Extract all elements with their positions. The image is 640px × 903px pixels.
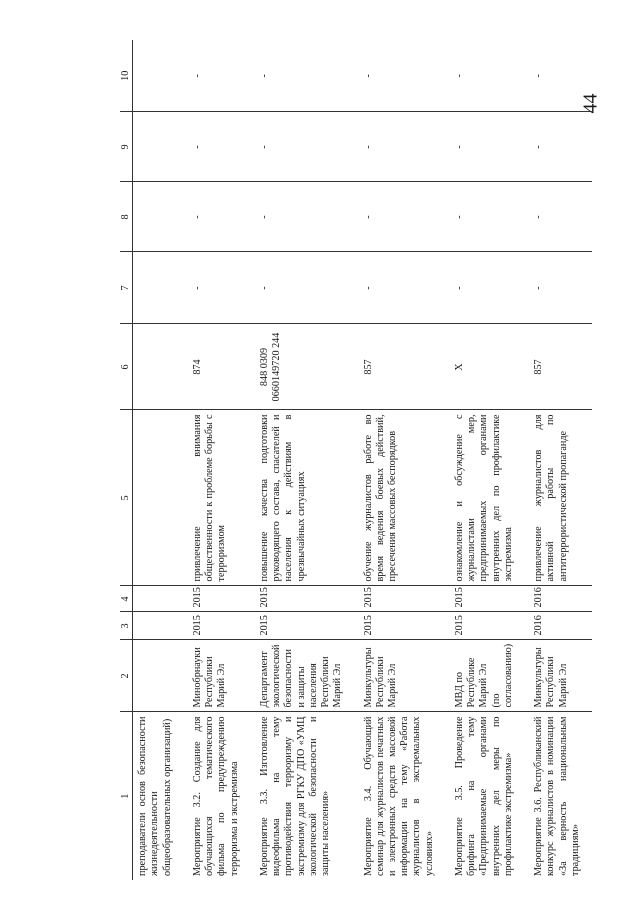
continuation-row: [133, 40, 184, 880]
column-number: 8: [120, 182, 133, 252]
value-cell: -: [251, 112, 355, 182]
table-row: [446, 40, 525, 880]
program-table: [120, 40, 592, 880]
code-cell: X: [446, 324, 525, 410]
value-cell: -: [446, 182, 525, 252]
value-cell: -: [251, 182, 355, 252]
table-row: [355, 40, 446, 880]
column-number: 10: [120, 40, 133, 112]
column-number: 4: [120, 586, 133, 612]
executor-cell: Департамент экологической безопасности и защиты населения Республики Марий Эл: [251, 640, 355, 712]
code-cell: 857: [525, 324, 592, 410]
start-year-cell: 2015: [446, 612, 525, 640]
value-cell: -: [251, 252, 355, 324]
activity-cell: Мероприятие 3.6. Республиканский конкурс журналистов в номинации «За верность национальным традициям»: [525, 712, 592, 880]
column-number-row: [120, 40, 133, 880]
value-cell: -: [525, 252, 592, 324]
result-cell: повышение качества подготовки руководящего состава, спасателей и населения к действиям в чрезвычайных ситуациях: [251, 410, 355, 586]
value-cell: -: [184, 182, 251, 252]
result-cell: обучение журналистов работе во время ведения боевых действий, пресечения массовых беспорядков: [355, 410, 446, 586]
column-number: 6: [120, 324, 133, 410]
column-number: 1: [120, 712, 133, 880]
executor-cell: МВД по Республике Марий Эл (по согласованию): [446, 640, 525, 712]
value-cell: -: [446, 252, 525, 324]
result-cell: привлечение журналистов для активной работы по антитеррористической пропаганде: [525, 410, 592, 586]
code-cell: 857: [355, 324, 446, 410]
page-number: 44: [579, 93, 602, 114]
activity-cell: Мероприятие 3.5. Проведение брифинга на тему «Предпринимаемые органами внутренних дел меры по профилактике экстремизма»: [446, 712, 525, 880]
end-year-cell: 2015: [446, 586, 525, 612]
value-cell: -: [446, 112, 525, 182]
continuation-text: преподаватели основ безопасности жизнедеятельности общеобразовательных организаций): [133, 712, 184, 880]
activity-cell: Мероприятие 3.4. Обучающий семинар для журналистов печатных и электронных средств массовой информации на тему «Работа журналистов в экстремальных условиях»: [355, 712, 446, 880]
activity-cell: Мероприятие 3.3. Изготовление видеофильма на тему противодействия терроризму и экстремизму для РГКУ ДПО «УМЦ экологической безопасности и защиты населения»: [251, 712, 355, 880]
value-cell: -: [525, 112, 592, 182]
executor-cell: Минкультуры Республики Марий Эл: [355, 640, 446, 712]
column-number: 5: [120, 410, 133, 586]
column-number: 2: [120, 640, 133, 712]
start-year-cell: 2015: [355, 612, 446, 640]
table-row: [251, 40, 355, 880]
column-number: 9: [120, 112, 133, 182]
end-year-cell: 2015: [355, 586, 446, 612]
value-cell: -: [355, 252, 446, 324]
activity-cell: Мероприятие 3.2. Создание для обучающихся тематического фильма по предупреждению терроризма и экстремизма: [184, 712, 251, 880]
value-cell: -: [525, 182, 592, 252]
value-cell: -: [453, 74, 465, 78]
value-cell: -: [184, 252, 251, 324]
column-number: 7: [120, 252, 133, 324]
executor-cell: Минкультуры Республики Марий Эл: [525, 640, 592, 712]
end-year-cell: 2015: [251, 586, 355, 612]
value-cell: -: [191, 74, 203, 78]
value-cell: -: [533, 74, 545, 78]
column-number: 3: [120, 612, 133, 640]
value-cell: -: [184, 112, 251, 182]
table-row: [184, 40, 251, 880]
end-year-cell: 2016: [525, 586, 592, 612]
value-cell: -: [258, 74, 270, 78]
value-cell: -: [355, 182, 446, 252]
code-cell: 848 0309 0660149720 244: [251, 324, 355, 410]
code-cell: 874: [184, 324, 251, 410]
value-cell: -: [355, 112, 446, 182]
start-year-cell: 2016: [525, 612, 592, 640]
start-year-cell: 2015: [184, 612, 251, 640]
end-year-cell: 2015: [184, 586, 251, 612]
result-cell: ознакомление и обсуждение с журналистами мер, предпринимаемых органами внутренних дел по профилактике экстремизма: [446, 410, 525, 586]
value-cell: -: [362, 74, 374, 78]
rotated-page-content: [120, 40, 604, 880]
table-row: [525, 40, 592, 880]
executor-cell: Минобрнауки Республики Марий Эл: [184, 640, 251, 712]
result-cell: привлечение внимания общественности к проблеме борьбы с терроризмом: [184, 410, 251, 586]
start-year-cell: 2015: [251, 612, 355, 640]
